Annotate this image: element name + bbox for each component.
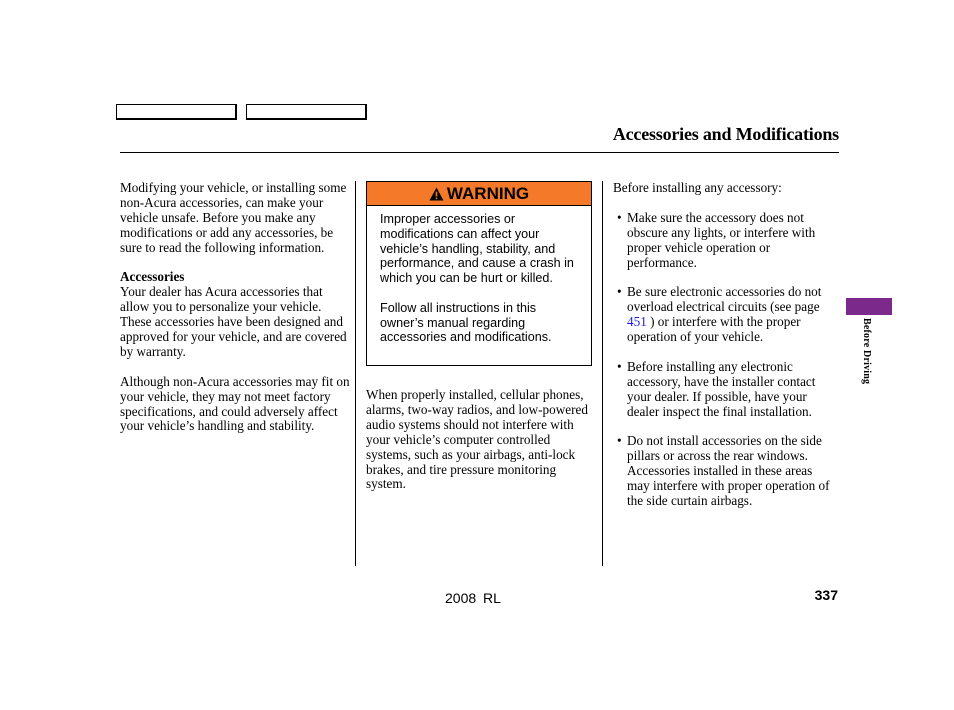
accessory-checklist (613, 211, 838, 509)
list-item: • Before installing any electronic accessory, have the installer contact your dealer. If possible, have your dealer inspect the final installation. (613, 360, 838, 420)
non-acura-paragraph: Although non-Acura accessories may fit on your vehicle, they may not meet factory specifications, and could adversely affect your vehicle’s handling and stability. (120, 373, 350, 434)
warning-body (367, 206, 591, 345)
before-installing-intro: Before installing any accessory: (613, 180, 782, 195)
column-divider-2 (602, 181, 603, 566)
column-divider-1 (355, 181, 356, 566)
accessories-paragraph: Your dealer has Acura accessories that allow you to personalize your vehicle. These accessories have been designed and approved for your vehicle, and are covered by warranty. (120, 284, 347, 359)
column-3 (613, 181, 838, 524)
intro-paragraph: Modifying your vehicle, or installing some non-Acura accessories, can make your vehicle unsafe. Before you make any modifications or add any accessories, be sure to read the following information. (120, 180, 347, 255)
list-item (613, 285, 838, 345)
nav-button-next[interactable] (246, 104, 367, 120)
column-1 (120, 181, 350, 449)
bullet2-suffix: ) or interfere with the proper operation of your vehicle. (627, 314, 801, 345)
nav-button-previous[interactable] (116, 104, 237, 120)
list-item: • Make sure the accessory does not obscure any lights, or interfere with proper vehicle operation or performance. (613, 211, 838, 271)
bullet2-prefix: Be sure electronic accessories do not overload electrical circuits (see page (627, 284, 822, 315)
accessories-section (120, 270, 350, 359)
accessories-heading: Accessories (120, 269, 185, 285)
page-number: 337 (814, 587, 838, 603)
warning-paragraph-2: Follow all instructions in this owner’s manual regarding accessories and modifications. (380, 300, 552, 345)
page-reference-link[interactable]: 451 (627, 314, 647, 330)
section-tab-label: Before Driving (861, 318, 872, 385)
column-2-text (366, 388, 596, 507)
list-item: • Do not install accessories on the side pillars or across the rear windows. Accessories installed in these areas may interfere with proper operation of the side curtain airbags. (613, 434, 838, 509)
footer-model: 2008 RL (445, 590, 501, 606)
warning-triangle-icon (429, 187, 444, 201)
warning-label: WARNING (446, 183, 530, 203)
warning-box (366, 181, 592, 366)
warning-header (367, 182, 591, 206)
page-title: Accessories and Modifications (612, 124, 839, 144)
title-divider (120, 152, 839, 153)
properly-installed-paragraph: When properly installed, cellular phones, alarms, two-way radios, and low-powered audio systems should not interfere with your vehicle’s computer controlled systems, such as your airbags, anti-lock brakes, and tire pressure monitoring system. (366, 387, 588, 492)
warning-paragraph-1: Improper accessories or modifications can affect your vehicle’s handling, stability, and performance, and cause a crash in which you can be hurt or killed. (380, 212, 574, 286)
section-tab[interactable] (846, 298, 892, 315)
